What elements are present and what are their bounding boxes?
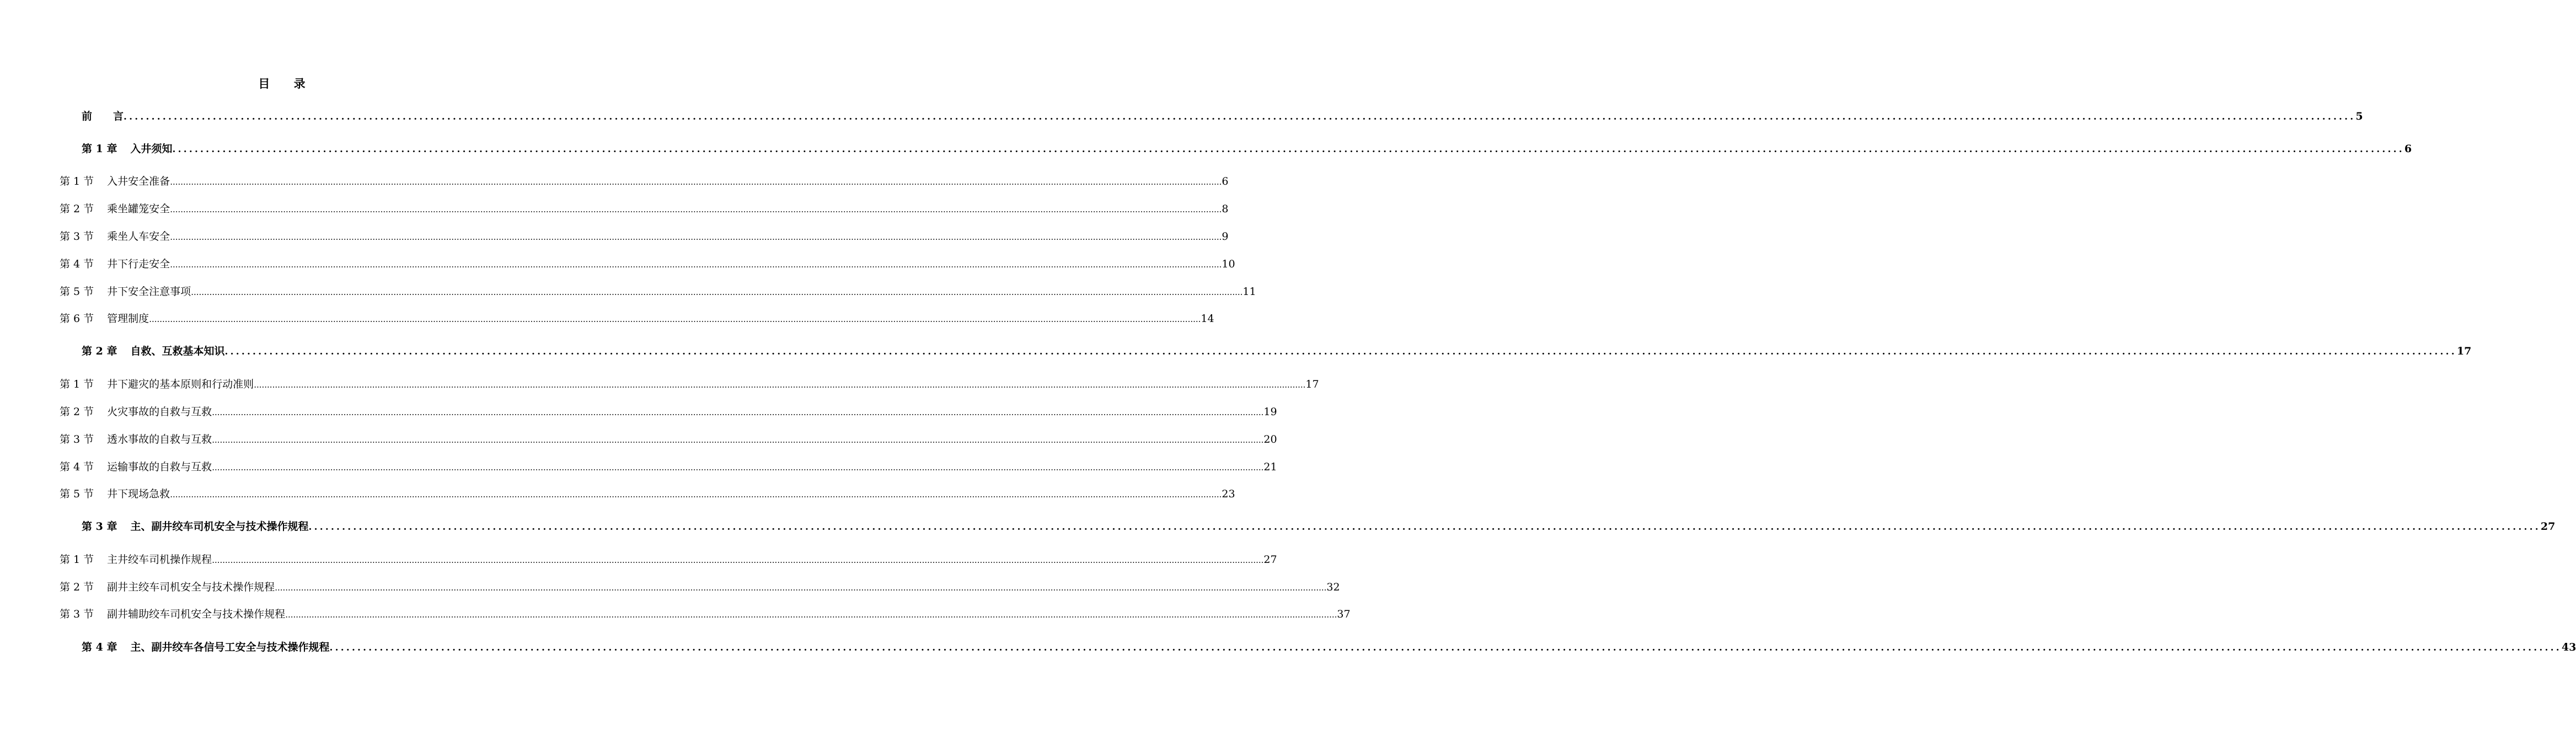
toc-page-number: 5: [2355, 110, 2363, 122]
toc-page-number: 32: [1326, 581, 1340, 593]
dot-leader: ................................................................................................................................................................................................................................................................................................................................................................................................................: [212, 463, 1264, 472]
toc-page-number: 43: [2561, 641, 2576, 653]
toc-section-entry[interactable]: [60, 431, 1277, 448]
toc-entry-prefix: 第 4 节: [60, 258, 94, 270]
toc-section-entry[interactable]: [60, 256, 1235, 272]
toc-page-number: 11: [1243, 286, 1256, 298]
toc-entry-title: 入井安全准备: [107, 175, 170, 187]
dot-leader: ................................................................................................................................................................................................................................................................................................................................................................................................................: [224, 346, 2457, 357]
toc-entry-prefix: 第 3 节: [60, 230, 94, 243]
toc-entry-prefix: 第 1 章: [82, 143, 117, 155]
toc-section-entry[interactable]: [60, 173, 1229, 190]
toc-entry-prefix: 第 1 节: [60, 175, 94, 187]
toc-section-entry[interactable]: [60, 376, 1319, 393]
toc-entry-prefix: 第 3 章: [82, 520, 117, 533]
toc-entry-prefix: 前: [82, 110, 93, 122]
dot-leader: ................................................................................................................................................................................................................................................................................................................................................................................................................: [170, 490, 1222, 500]
toc-entry-title: 井下避灾的基本原则和行动准则: [107, 378, 254, 390]
toc-entry-title: 自救、互救基本知识: [130, 345, 225, 357]
toc-page-number: 23: [1222, 488, 1235, 500]
toc-entry-prefix: 第 2 章: [82, 345, 117, 357]
dot-leader: ................................................................................................................................................................................................................................................................................................................................................................................................................: [170, 232, 1222, 242]
dot-leader: ................................................................................................................................................................................................................................................................................................................................................................................................................: [172, 144, 2404, 155]
toc-section-entry[interactable]: [60, 486, 1235, 502]
toc-entry-prefix: 第 2 节: [60, 406, 94, 418]
toc-entry-prefix: 第 1 节: [60, 554, 94, 566]
toc-page-number: 6: [2404, 143, 2412, 155]
toc-entry-title: 透水事故的自救与互救: [107, 433, 212, 445]
toc-section-entry[interactable]: [60, 283, 1256, 300]
dot-leader: ................................................................................................................................................................................................................................................................................................................................................................................................................: [212, 555, 1264, 565]
toc-entry-prefix: 第 6 节: [60, 313, 94, 325]
toc-entry-title: 井下行走安全: [107, 258, 170, 270]
dot-leader: ................................................................................................................................................................................................................................................................................................................................................................................................................: [212, 407, 1264, 417]
toc-entry-title: 火灾事故的自救与互救: [107, 406, 212, 418]
dot-leader: ................................................................................................................................................................................................................................................................................................................................................................................................................: [285, 610, 1337, 620]
toc-entry-title: 入井须知: [130, 143, 173, 155]
toc-entry-prefix: 第 3 节: [60, 608, 94, 620]
toc-page-number: 9: [1222, 230, 1229, 243]
toc-entry-title: 副井辅助绞车司机安全与技术操作规程: [107, 608, 286, 620]
toc-page-number: 27: [1263, 554, 1277, 566]
toc-page-number: 17: [1305, 378, 1319, 390]
toc-entry-title: 副井主绞车司机安全与技术操作规程: [107, 581, 275, 593]
toc-section-entry[interactable]: [60, 228, 1229, 245]
dot-leader: ................................................................................................................................................................................................................................................................................................................................................................................................................: [191, 287, 1243, 297]
dot-leader: ................................................................................................................................................................................................................................................................................................................................................................................................................: [308, 522, 2541, 533]
toc-entry-prefix: 第 5 节: [60, 286, 94, 298]
toc-chapter-entry[interactable]: [82, 639, 2576, 656]
toc-section-entry[interactable]: [60, 579, 1340, 595]
toc-page-number: 27: [2540, 520, 2556, 533]
toc-page-number: 17: [2456, 345, 2472, 357]
toc-chapter-entry[interactable]: [82, 518, 2556, 535]
toc-page-number: 6: [1222, 175, 1229, 187]
toc-entry-prefix: 第 2 节: [60, 203, 94, 215]
toc-entry-prefix: 第 3 节: [60, 433, 94, 445]
dot-leader: ................................................................................................................................................................................................................................................................................................................................................................................................................: [170, 205, 1222, 214]
toc-entry-title: 言: [113, 110, 124, 122]
toc-entry-title: 主、副井绞车司机安全与技术操作规程: [130, 520, 309, 533]
toc-entry-prefix: 第 4 章: [82, 641, 117, 653]
dot-leader: ................................................................................................................................................................................................................................................................................................................................................................................................................: [149, 314, 1201, 324]
toc-section-entry[interactable]: [60, 404, 1277, 420]
dot-leader: ................................................................................................................................................................................................................................................................................................................................................................................................................: [212, 435, 1264, 445]
toc-section-entry[interactable]: [60, 551, 1277, 568]
toc-section-entry[interactable]: [60, 201, 1229, 217]
toc-page-number: 19: [1263, 406, 1277, 418]
toc-entry-prefix: 第 2 节: [60, 581, 94, 593]
dot-leader: ................................................................................................................................................................................................................................................................................................................................................................................................................: [124, 111, 2356, 122]
toc-section-entry[interactable]: [60, 606, 1351, 622]
toc-entry-title: 井下现场急救: [107, 488, 170, 500]
toc-page-number: 8: [1222, 203, 1229, 215]
toc-entry-title: 乘坐罐笼安全: [107, 203, 170, 215]
toc-title: 目 录: [258, 77, 315, 90]
toc-entry-title: 主井绞车司机操作规程: [107, 554, 212, 566]
toc-entry-prefix: 第 4 节: [60, 461, 94, 473]
toc-entry-prefix: 第 1 节: [60, 378, 94, 390]
toc-entry-title: 井下安全注意事项: [107, 286, 191, 298]
toc-section-entry[interactable]: [60, 310, 1214, 327]
dot-leader: ................................................................................................................................................................................................................................................................................................................................................................................................................: [275, 583, 1327, 593]
toc-page-number: 10: [1222, 258, 1235, 270]
toc-chapter-entry[interactable]: [82, 343, 2472, 359]
toc-page-number: 20: [1263, 433, 1277, 445]
toc-page-number: 14: [1201, 313, 1214, 325]
toc-page-number: 21: [1263, 461, 1277, 473]
toc-entry-prefix: 第 5 节: [60, 488, 94, 500]
toc-page-number: 37: [1337, 608, 1351, 620]
toc-entry-title: 主、副井绞车各信号工安全与技术操作规程: [130, 641, 330, 653]
toc-chapter-entry[interactable]: [82, 141, 2412, 157]
toc-section-entry[interactable]: [60, 459, 1277, 475]
toc-entry-title: 运输事故的自救与互救: [107, 461, 212, 473]
dot-leader: ................................................................................................................................................................................................................................................................................................................................................................................................................: [170, 260, 1222, 270]
toc-entry-title: 管理制度: [107, 313, 149, 325]
dot-leader: ................................................................................................................................................................................................................................................................................................................................................................................................................: [329, 642, 2562, 653]
toc-entry-title: 乘坐人车安全: [107, 230, 170, 243]
dot-leader: ................................................................................................................................................................................................................................................................................................................................................................................................................: [170, 177, 1222, 187]
toc-chapter-entry[interactable]: [82, 108, 2363, 125]
dot-leader: ................................................................................................................................................................................................................................................................................................................................................................................................................: [254, 380, 1306, 390]
